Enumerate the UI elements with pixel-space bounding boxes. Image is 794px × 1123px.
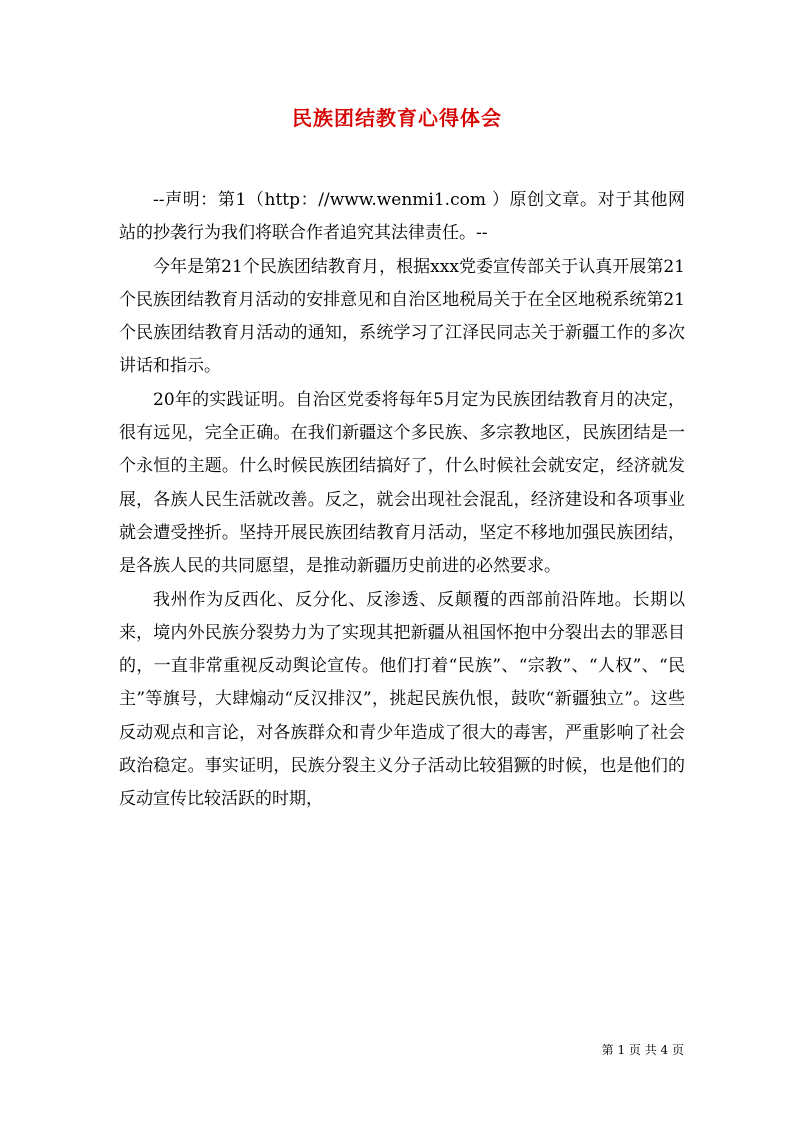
document-title: 民族团结教育心得体会 [292, 106, 502, 130]
paragraph-frontline: 我州作为反西化、反分化、反渗透、反颠覆的西部前沿阵地。长期以来，境内外民族分裂势力为了实现其把新疆从祖国怀抱中分裂出去的罪恶目的，一直非常重视反动舆论宣传。他们打着“民族”、“宗教”、“人权”、“民主”等旗号，大肆煽动“反汉排汉”，挑起民族仇恨，鼓吹“新疆独立”。这些反动观点和言论，对各族群众和青少年造成了很大的毒害，严重影响了社会政治稳定。事实证明，民族分裂主义分子活动比较猖獗的时候，也是他们的反动宣传比较活跃的时期， [119, 589, 685, 810]
document-body [119, 184, 685, 817]
paragraph-disclaimer: --声明：第1（http：//www.wenmi1.com ）原创文章。对于其他网站的抄袭行为我们将联合作者追究其法律责任。-- [119, 190, 685, 244]
paragraph-practice: 20年的实践证明。自治区党委将每年5月定为民族团结教育月的决定，很有远见，完全正确。在我们新疆这个多民族、多宗教地区，民族团结是一个永恒的主题。什么时候民族团结搞好了，什么时候社会就安定，经济就发展，各族人民生活就改善。反之，就会出现社会混乱，经济建设和各项事业就会遭受挫折。坚持开展民族团结教育月活动，坚定不移地加强民族团结，是各族人民的共同愿望，是推动新疆历史前进的必然要求。 [119, 389, 685, 577]
page-number-footer: 第 1 页 共 4 页 [601, 1043, 684, 1057]
paragraph-intro: 今年是第21个民族团结教育月，根据xxx党委宣传部关于认真开展第21个民族团结教育月活动的安排意见和自治区地税局关于在全区地税系统第21个民族团结教育月活动的通知，系统学习了江泽民同志关于新疆工作的多次讲话和指示。 [119, 256, 685, 377]
